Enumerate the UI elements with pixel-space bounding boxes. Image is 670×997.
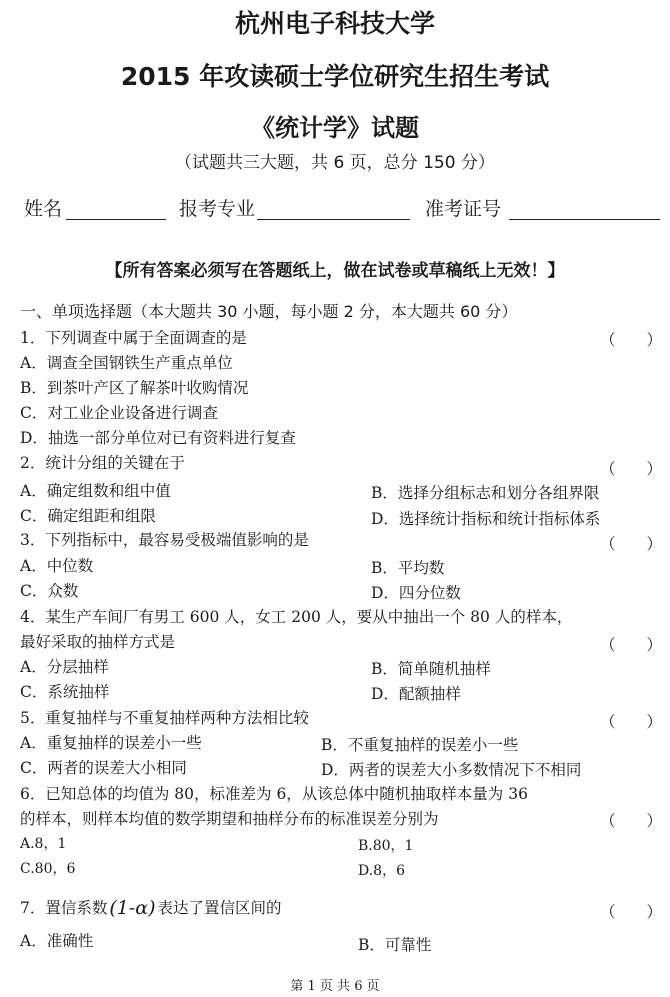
exam-summary: （试题共三大题，共 6 页，总分 150 分） [175, 153, 495, 173]
question-3-option-c: C．众数 [20, 582, 79, 600]
question-4-option-b: B．简单随机抽样 [371, 660, 491, 678]
question-4-answer-paren: （ ） [600, 636, 663, 654]
question-6-option-b: B.80，1 [358, 838, 414, 854]
candidate-info-fields [24, 194, 660, 224]
question-5-option-d: D．两者的误差大小多数情况下不相同 [321, 761, 582, 779]
question-4-stem-line-1: 4．某生产车间厂有男工 600 人，女工 200 人，要从中抽出一个 80 人的样本， [20, 608, 573, 626]
question-5-option-c: C．两者的误差大小相同 [20, 759, 187, 777]
question-5-answer-paren: （ ） [600, 713, 663, 731]
question-4-option-d: D．配额抽样 [371, 685, 461, 703]
question-5-stem: 5．重复抽样与不重复抽样两种方法相比较 [20, 709, 309, 727]
major-label: 报考专业 [179, 198, 256, 220]
section-title: 一、单项选择题（本大题共 30 小题，每小题 2 分，本大题共 60 分） [20, 302, 518, 321]
question-2-option-b: B．选择分组标志和划分各组界限 [371, 484, 600, 502]
question-4-stem-line-2: 最好采取的抽样方式是 [20, 633, 176, 651]
question-7-stem [20, 898, 282, 917]
question-2-answer-paren: （ ） [600, 460, 663, 478]
question-3-option-d: D．四分位数 [371, 584, 461, 602]
question-2-stem: 2．统计分组的关键在于 [20, 454, 185, 472]
question-6-stem-line-2: 的样本，则样本均值的数学期望和抽样分布的标准误差分别为 [20, 810, 439, 828]
question-5-option-a: A．重复抽样的误差小一些 [20, 734, 202, 752]
question-6-option-d: D.8，6 [358, 863, 405, 879]
question-2-option-c: C．确定组距和组限 [20, 507, 156, 525]
exam-id-label: 准考证号 [425, 198, 502, 220]
question-5-option-b: B．不重复抽样的误差小一些 [321, 736, 519, 754]
page-footer: 第 1 页 共 6 页 [290, 979, 380, 994]
question-3-answer-paren: （ ） [600, 535, 663, 553]
question-6-answer-paren: （ ） [600, 812, 663, 830]
question-4-option-c: C．系统抽样 [20, 683, 110, 701]
question-1-option-a: A．调查全国钢铁生产重点单位 [20, 354, 233, 372]
university-title: 杭州电子科技大学 [234, 9, 435, 38]
question-1-stem: 1．下列调查中属于全面调查的是 [20, 329, 247, 347]
question-7-stem-prefix: 7．置信系数 [20, 899, 108, 917]
question-1-option-b: B．到茶叶产区了解茶叶收购情况 [20, 379, 249, 397]
answer-notice: 【所有答案必须写在答题纸上，做在试卷或草稿纸上无效！】 [105, 261, 565, 281]
question-2-option-a: A．确定组数和组中值 [20, 482, 171, 500]
question-7-stem-suffix: 表达了置信区间的 [157, 899, 282, 917]
exam-title: 2015 年攻读硕士学位研究生招生考试 [120, 62, 550, 91]
question-7-answer-paren: （ ） [600, 903, 663, 921]
question-1-answer-paren: （ ） [600, 331, 663, 349]
question-3-option-b: B．平均数 [371, 559, 445, 577]
question-6-stem-line-1: 6．已知总体的均值为 80，标准差为 6，从该总体中随机抽取样本量为 36 [20, 785, 528, 803]
name-label: 姓名 [24, 198, 63, 220]
question-1-option-d: D．抽选一部分单位对已有资料进行复查 [20, 429, 296, 447]
major-blank [257, 219, 410, 220]
question-2-option-d: D．选择统计指标和统计指标体系 [371, 510, 601, 528]
question-7-formula: (1-α) [109, 897, 156, 919]
name-blank [66, 219, 166, 220]
question-6-option-c: C.80，6 [20, 861, 76, 877]
question-6-option-a: A.8，1 [20, 836, 67, 852]
question-3-stem: 3．下列指标中，最容易受极端值影响的是 [20, 531, 309, 549]
subject-title: 《统计学》试题 [251, 114, 419, 142]
question-7-option-a: A．准确性 [20, 932, 94, 950]
question-7-option-b: B．可靠性 [358, 936, 432, 954]
exam-id-blank [509, 219, 660, 220]
question-1-option-c: C．对工业企业设备进行调查 [20, 404, 218, 422]
question-3-option-a: A．中位数 [20, 557, 94, 575]
question-4-option-a: A．分层抽样 [20, 658, 109, 676]
